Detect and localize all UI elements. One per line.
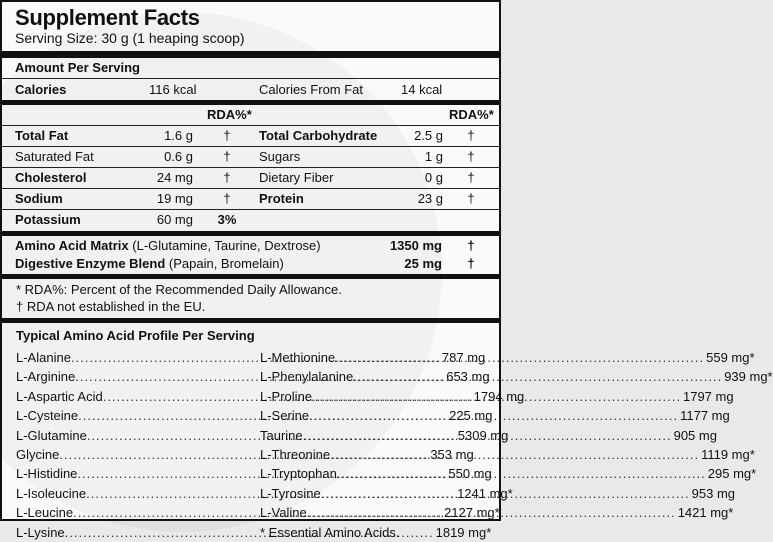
dot-leader xyxy=(312,387,681,406)
amino-acid-name: L-Valine xyxy=(260,505,307,521)
amino-acid-name: L-Arginine xyxy=(16,369,76,385)
amino-acid-name: L-Tyrosine xyxy=(260,485,321,501)
calories-value: 116 kcal xyxy=(149,82,197,97)
calories-row xyxy=(2,78,499,105)
amino-acid-item xyxy=(260,406,730,425)
amino-acid-name: L-Alanine xyxy=(16,350,71,365)
amino-acid-item xyxy=(260,348,755,367)
amino-acid-amount: 559 mg* xyxy=(706,350,755,365)
nutrient-rda: † xyxy=(467,191,475,206)
nutrient-amount: 2.5 g xyxy=(414,128,443,143)
amino-acid-name: L-Methionine xyxy=(260,350,336,365)
amino-acid-item xyxy=(260,426,717,445)
amount-per-serving-row xyxy=(2,58,499,78)
nutrient-name: Sugars xyxy=(259,149,301,164)
dot-leader xyxy=(337,464,706,483)
amino-acid-amount: 1241 mg* xyxy=(457,485,513,501)
amino-acid-name: L-Phenylalanine xyxy=(260,369,354,385)
amino-matrix-name: Amino Acid Matrix xyxy=(15,238,129,253)
nutrient-row xyxy=(2,146,499,167)
amino-acid-name: Taurine xyxy=(260,427,303,443)
nutrient-rda: † xyxy=(467,128,475,143)
calories-label: Calories xyxy=(15,82,67,97)
nutrient-name: Total Carbohydrate xyxy=(259,128,378,143)
label-title: Supplement Facts xyxy=(15,5,200,30)
nutrient-amount: 1.6 g xyxy=(164,128,193,143)
amino-acid-amount: 939 mg* xyxy=(724,369,773,385)
amino-acid-name: L-Histidine xyxy=(16,466,78,482)
nutrient-name: Total Fat xyxy=(15,128,69,143)
calories-from-fat-value: 14 kcal xyxy=(401,82,443,97)
serving-size: Serving Size: 30 g (1 heaping scoop) xyxy=(15,30,245,46)
amino-acid-name: L-Serine xyxy=(260,408,310,424)
amino-acid-amount: 1119 mg* xyxy=(701,446,755,462)
amino-acid-amount: 953 mg xyxy=(691,485,736,501)
amino-acid-name: L-Tryptophan xyxy=(260,466,337,482)
amino-acid-name: L-Cysteine xyxy=(16,408,79,424)
rda-header-right: RDA%* xyxy=(449,107,494,122)
amino-acid-name: L-Threonine xyxy=(260,446,331,462)
nutrient-amount: 0 g xyxy=(424,170,443,185)
amino-acid-amount: 550 mg xyxy=(448,466,492,482)
dot-leader xyxy=(353,367,722,386)
rda-footnote-2: † RDA not established in the EU. xyxy=(16,299,206,314)
rda-footnotes xyxy=(2,279,499,323)
nutrient-amount: 0.6 g xyxy=(164,149,193,164)
amino-acid-amount: 295 mg* xyxy=(707,466,757,482)
nutrient-name: Sodium xyxy=(15,191,63,206)
amino-acid-name: L-Lysine xyxy=(16,524,65,540)
nutrient-row xyxy=(2,209,499,230)
amino-acid-amount: 1797 mg xyxy=(682,388,734,404)
rda-header-left: RDA%* xyxy=(207,107,252,122)
nutrient-amount: 23 g xyxy=(417,191,443,206)
nutrient-name: Dietary Fiber xyxy=(259,170,334,185)
enzyme-blend-rda: † xyxy=(467,256,475,271)
nutrient-rda: 3% xyxy=(217,212,237,227)
nutrient-rda: † xyxy=(223,128,231,143)
dot-leader xyxy=(309,406,678,425)
amino-acid-item xyxy=(260,484,736,503)
nutrient-row xyxy=(2,188,499,209)
amino-acid-amount: 787 mg xyxy=(441,350,486,365)
rda-header-row xyxy=(2,105,499,125)
amino-acid-name: L-Proline xyxy=(260,388,313,404)
amino-acid-amount: 5309 mg xyxy=(457,427,509,443)
amino-acid-name: L-Isoleucine xyxy=(16,485,87,501)
amino-acid-item xyxy=(260,503,734,522)
nutrient-amount: 24 mg xyxy=(156,170,193,185)
nutrient-rda: † xyxy=(223,191,231,206)
amount-per-serving-heading: Amount Per Serving xyxy=(15,60,140,75)
amino-matrix-detail: (L-Glutamine, Taurine, Dextrose) xyxy=(128,238,321,253)
dot-leader xyxy=(307,503,676,522)
amino-acid-item xyxy=(260,445,755,464)
amino-acid-name: L-Aspartic Acid xyxy=(16,388,103,404)
amino-acid-item xyxy=(260,367,773,386)
dot-leader xyxy=(321,484,690,503)
dot-leader xyxy=(335,348,704,367)
enzyme-blend-name: Digestive Enzyme Blend xyxy=(15,256,166,271)
enzyme-blend-detail: (Papain, Bromelain) xyxy=(165,256,284,271)
amino-acid-name: Glycine xyxy=(16,446,60,462)
nutrient-rda: † xyxy=(223,149,231,164)
nutrient-amount: 1 g xyxy=(424,149,443,164)
amino-acid-amount: 225 mg xyxy=(449,408,493,424)
amino-profile-grid xyxy=(2,345,773,542)
calories-from-fat-label: Calories From Fat xyxy=(259,82,364,97)
nutrient-row xyxy=(2,125,499,146)
blend-row xyxy=(2,231,499,255)
nutrient-name: Protein xyxy=(259,191,304,206)
amino-acid-amount: 905 mg xyxy=(673,427,717,443)
essential-amino-footnote: * Essential Amino Acids. xyxy=(260,524,400,540)
amino-acid-amount: 2127 mg* xyxy=(444,505,500,521)
nutrient-amount: 60 mg xyxy=(156,212,193,227)
nutrient-table xyxy=(2,125,499,230)
blend-row xyxy=(2,255,499,279)
amino-profile-title: Typical Amino Acid Profile Per Serving xyxy=(16,328,255,343)
amino-acid-amount: 1177 mg xyxy=(680,408,730,424)
amino-acid-amount: 1421 mg* xyxy=(677,505,734,521)
dot-leader xyxy=(303,426,672,445)
amino-acid-name: L-Glutamine xyxy=(16,427,87,443)
nutrient-name: Saturated Fat xyxy=(15,149,94,164)
dot-leader xyxy=(330,445,699,464)
rda-footnote-1: * RDA%: Percent of the Recommended Daily Allowance. xyxy=(16,282,342,297)
nutrient-amount: 19 mg xyxy=(156,191,193,206)
amino-acid-amount: 1794 mg xyxy=(473,388,525,404)
amino-matrix-rda: † xyxy=(467,238,475,253)
amino-acid-item xyxy=(260,464,757,483)
label-header xyxy=(2,2,499,58)
nutrient-name: Potassium xyxy=(15,212,81,227)
nutrient-rda: † xyxy=(223,170,231,185)
amino-acid-amount: 1819 mg* xyxy=(435,524,492,540)
nutrient-row xyxy=(2,167,499,188)
amino-acid-amount: 353 mg xyxy=(430,446,474,462)
nutrient-rda: † xyxy=(467,149,475,164)
amino-matrix-amount: 1350 mg xyxy=(389,238,442,253)
nutrient-rda: † xyxy=(467,170,475,185)
amino-acid-name: L-Leucine xyxy=(16,505,74,521)
amino-acid-amount: 653 mg xyxy=(446,369,490,385)
enzyme-blend-amount: 25 mg xyxy=(404,256,442,271)
nutrient-name: Cholesterol xyxy=(15,170,87,185)
